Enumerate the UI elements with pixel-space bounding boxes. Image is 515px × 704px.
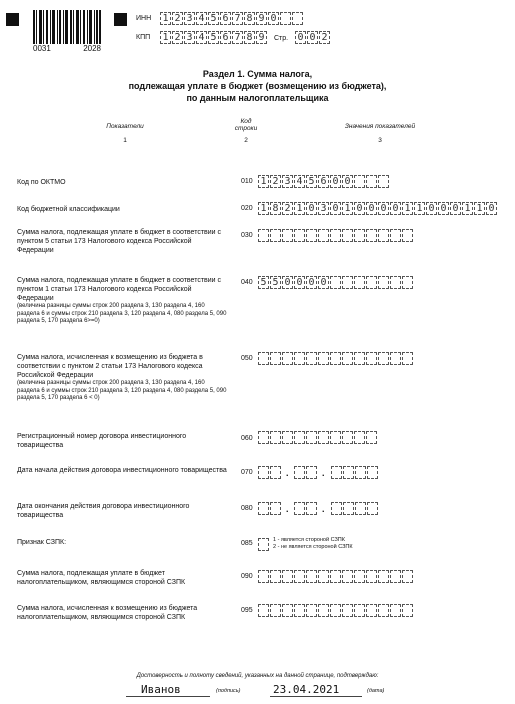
row-085-code: 085 (241, 540, 253, 547)
digit-cell[interactable]: 0 (366, 202, 377, 215)
digit-cell[interactable]: 4 (294, 175, 305, 188)
digit-cell[interactable]: 3 (184, 12, 195, 25)
digit-cell[interactable] (343, 466, 354, 479)
digit-cell[interactable] (354, 229, 365, 242)
row-040-label (17, 276, 227, 326)
column-header-indicators: Показатели (106, 123, 144, 130)
digit-cell[interactable] (354, 570, 365, 583)
column-header-code-line1: Код (240, 118, 252, 125)
digit-cell[interactable] (354, 431, 365, 444)
contract-end-day-field[interactable] (258, 502, 282, 515)
digit-cell[interactable] (378, 604, 389, 617)
digit-cell[interactable]: 1 (402, 202, 413, 215)
digit-cell[interactable] (318, 229, 329, 242)
digit-cell[interactable]: 0 (306, 202, 317, 215)
digit-cell[interactable] (378, 276, 389, 289)
row-040-label-main: Сумма налога, подлежащая уплате в бюджет в соответствии с пунктом 1 статьи 173 Налогового кодекса Российской Федерации (17, 277, 222, 302)
digit-cell[interactable] (306, 352, 317, 365)
row-020-code: 020 (241, 205, 253, 212)
digit-cell[interactable]: 0 (295, 31, 306, 44)
section-title-line1: Раздел 1. Сумма налога, (202, 69, 313, 79)
digit-cell[interactable] (402, 604, 413, 617)
row-095-code: 095 (241, 607, 253, 614)
digit-cell[interactable]: 0 (318, 276, 329, 289)
digit-cell[interactable] (378, 352, 389, 365)
digit-cell[interactable]: 2 (282, 202, 293, 215)
digit-cell[interactable]: 2 (319, 31, 330, 44)
digit-cell[interactable] (258, 538, 269, 551)
digit-cell[interactable] (367, 502, 378, 515)
digit-cell[interactable] (270, 570, 281, 583)
digit-cell[interactable]: 0 (330, 175, 341, 188)
digit-cell[interactable]: 0 (268, 12, 279, 25)
digit-cell[interactable]: 6 (220, 12, 231, 25)
digit-cell[interactable]: 5 (306, 175, 317, 188)
digit-cell[interactable]: 1 (258, 202, 269, 215)
szpk-option-1: 1 - является стороной СЗПК (273, 537, 345, 543)
digit-cell[interactable] (270, 352, 281, 365)
digit-cell[interactable]: 2 (270, 175, 281, 188)
digit-cell[interactable] (282, 352, 293, 365)
signature-line (126, 696, 210, 697)
digit-cell[interactable] (258, 431, 269, 444)
certification-note: Достоверность и полноту сведений, указанных на данной странице, подтверждаю: (136, 673, 379, 679)
digit-cell[interactable] (270, 431, 281, 444)
row-050-field[interactable] (258, 352, 414, 365)
digit-cell[interactable]: 1 (258, 175, 269, 188)
row-090-code: 090 (241, 573, 253, 580)
digit-cell[interactable] (294, 431, 305, 444)
digit-cell[interactable]: 1 (342, 202, 353, 215)
digit-cell[interactable] (258, 352, 269, 365)
contract-start-year-field[interactable] (331, 466, 379, 479)
row-085-label: Признак СЗПК: (17, 539, 67, 546)
barcode (33, 10, 101, 44)
digit-cell[interactable] (330, 352, 341, 365)
digit-cell[interactable] (282, 604, 293, 617)
row-010-code: 010 (241, 178, 253, 185)
digit-cell[interactable]: 0 (342, 175, 353, 188)
corner-marker-right (114, 13, 127, 26)
digit-cell[interactable]: 4 (196, 12, 207, 25)
row-020-label: Код бюджетной классификации (17, 206, 120, 213)
digit-cell[interactable]: 6 (318, 175, 329, 188)
digit-cell[interactable] (294, 229, 305, 242)
section-title-line3: по данным налогоплательщика (186, 93, 329, 103)
digit-cell[interactable] (306, 604, 317, 617)
digit-cell[interactable]: 5 (270, 276, 281, 289)
barcode-number-left: 0031 (33, 44, 51, 53)
kpp-label: КПП (136, 34, 151, 41)
inn-field[interactable] (160, 12, 304, 25)
row-050-label (17, 353, 227, 403)
digit-cell[interactable] (342, 352, 353, 365)
digit-cell[interactable]: 7 (232, 12, 243, 25)
digit-cell[interactable] (390, 570, 401, 583)
digit-cell[interactable] (342, 229, 353, 242)
column-header-code-line2: строки (234, 125, 258, 132)
row-040-field[interactable] (258, 276, 414, 289)
szpk-options (273, 537, 353, 551)
digit-cell[interactable] (343, 502, 354, 515)
digit-cell[interactable] (330, 276, 341, 289)
row-040-code: 040 (241, 279, 253, 286)
column-header-code (226, 118, 266, 132)
digit-cell[interactable] (390, 276, 401, 289)
row-060-code: 060 (241, 435, 253, 442)
section-title (0, 68, 515, 104)
digit-cell[interactable] (366, 604, 377, 617)
digit-cell[interactable] (294, 502, 305, 515)
digit-cell[interactable] (402, 276, 413, 289)
digit-cell[interactable] (306, 570, 317, 583)
digit-cell[interactable] (258, 570, 269, 583)
digit-cell[interactable]: 0 (330, 202, 341, 215)
digit-cell[interactable]: 1 (414, 202, 425, 215)
digit-cell[interactable] (342, 431, 353, 444)
contract-end-year-field[interactable] (331, 502, 379, 515)
digit-cell[interactable]: 1 (160, 31, 171, 44)
investment-contract-number-field[interactable] (258, 431, 378, 444)
digit-cell[interactable] (270, 229, 281, 242)
digit-cell[interactable] (366, 570, 377, 583)
digit-cell[interactable] (366, 352, 377, 365)
contract-start-day-field[interactable] (258, 466, 282, 479)
digit-cell[interactable] (282, 229, 293, 242)
digit-cell[interactable] (378, 229, 389, 242)
barcode-number (33, 44, 101, 53)
digit-cell[interactable] (378, 175, 389, 188)
date-label: (дата) (367, 688, 385, 694)
digit-cell[interactable]: 0 (486, 202, 497, 215)
row-050-label-main: Сумма налога, исчисленная к возмещению из бюджета в соответствии с пунктом 2 статьи 173 Налогового кодекса Российской Федерации (17, 354, 203, 379)
digit-cell[interactable] (342, 570, 353, 583)
digit-cell[interactable] (390, 352, 401, 365)
corner-marker-left (6, 13, 19, 26)
column-number-1: 1 (123, 137, 127, 144)
signature-label: (подпись) (216, 688, 241, 694)
signature[interactable]: Иванов (141, 683, 181, 696)
digit-cell[interactable] (294, 466, 305, 479)
oktmo-field[interactable] (258, 175, 390, 188)
contract-start-month-field[interactable] (294, 466, 318, 479)
date-separator: . (286, 468, 289, 478)
digit-cell[interactable]: 2 (172, 31, 183, 44)
row-030-field[interactable] (258, 229, 414, 242)
digit-cell[interactable] (318, 570, 329, 583)
row-030-label: Сумма налога, подлежащая уплате в бюджет в соответствии с пунктом 5 статьи 173 Налогового кодекса Российской Федерации (17, 229, 222, 254)
contract-end-month-field[interactable] (294, 502, 318, 515)
column-number-2: 2 (244, 137, 248, 144)
digit-cell[interactable] (306, 229, 317, 242)
column-number-3: 3 (378, 137, 382, 144)
digit-cell[interactable] (258, 466, 269, 479)
digit-cell[interactable]: 5 (258, 276, 269, 289)
digit-cell[interactable] (294, 604, 305, 617)
kpp-field[interactable] (160, 31, 268, 44)
digit-cell[interactable] (330, 431, 341, 444)
digit-cell[interactable] (355, 502, 366, 515)
digit-cell[interactable] (306, 466, 317, 479)
row-070-label: Дата начала действия договора инвестиционного товарищества (17, 467, 227, 474)
date-separator: . (322, 504, 325, 514)
digit-cell[interactable]: 1 (474, 202, 485, 215)
digit-cell[interactable] (330, 604, 341, 617)
column-header-values: Значения показателей (344, 123, 416, 130)
digit-cell[interactable] (270, 502, 281, 515)
digit-cell[interactable] (292, 12, 303, 25)
digit-cell[interactable]: 9 (256, 12, 267, 25)
digit-cell[interactable] (330, 229, 341, 242)
digit-cell[interactable] (280, 12, 291, 25)
digit-cell[interactable]: 8 (244, 31, 255, 44)
szpk-option-2: 2 - не является стороной СЗПК (273, 544, 353, 550)
digit-cell[interactable] (270, 604, 281, 617)
digit-cell[interactable] (354, 352, 365, 365)
digit-cell[interactable]: 5 (208, 12, 219, 25)
digit-cell[interactable] (402, 570, 413, 583)
date-line (270, 696, 362, 697)
digit-cell[interactable]: 0 (294, 276, 305, 289)
row-030-code: 030 (241, 232, 253, 239)
row-090-label: Сумма налога, подлежащая уплате в бюджет налогоплательщиком, являющимся стороной СЗПК (17, 570, 186, 586)
digit-cell[interactable] (354, 175, 365, 188)
row-060-label: Регистрационный номер договора инвестиционного товарищества (17, 433, 187, 449)
row-090-field[interactable] (258, 570, 414, 583)
digit-cell[interactable] (402, 352, 413, 365)
row-050-code: 050 (241, 355, 253, 362)
date-separator: . (286, 504, 289, 514)
digit-cell[interactable] (318, 604, 329, 617)
digit-cell[interactable] (294, 570, 305, 583)
section-title-line2: подлежащая уплате в бюджет (возмещению из бюджета), (128, 81, 387, 91)
digit-cell[interactable]: 0 (306, 276, 317, 289)
digit-cell[interactable] (342, 276, 353, 289)
digit-cell[interactable] (331, 466, 342, 479)
digit-cell[interactable]: 3 (318, 202, 329, 215)
digit-cell[interactable] (366, 175, 377, 188)
row-095-field[interactable] (258, 604, 414, 617)
digit-cell[interactable] (282, 431, 293, 444)
digit-cell[interactable] (294, 352, 305, 365)
digit-cell[interactable] (306, 502, 317, 515)
digit-cell[interactable]: 1 (294, 202, 305, 215)
row-080-code: 080 (241, 505, 253, 512)
barcode-number-right: 2028 (83, 44, 101, 53)
digit-cell[interactable]: 1 (462, 202, 473, 215)
digit-cell[interactable] (342, 604, 353, 617)
digit-cell[interactable] (378, 570, 389, 583)
digit-cell[interactable] (355, 466, 366, 479)
inn-label: ИНН (136, 15, 152, 22)
digit-cell[interactable] (354, 276, 365, 289)
digit-cell[interactable] (402, 229, 413, 242)
digit-cell[interactable]: 8 (270, 202, 281, 215)
digit-cell[interactable] (318, 352, 329, 365)
digit-cell[interactable] (366, 229, 377, 242)
digit-cell[interactable] (390, 229, 401, 242)
digit-cell[interactable]: 7 (232, 31, 243, 44)
digit-cell[interactable]: 0 (378, 202, 389, 215)
page-number-field[interactable] (295, 31, 331, 44)
row-050-label-sub: (величина разницы суммы строк 200 раздела 3, 130 раздела 4, 160 раздела 6 и суммы строк 210 раздела 3, 120 раздела 4, 080 раздела 5, 090 раздела 5, 170 раздела 6 < 0) (17, 380, 227, 401)
digit-cell[interactable]: 0 (390, 202, 401, 215)
digit-cell[interactable] (366, 276, 377, 289)
digit-cell[interactable]: 0 (450, 202, 461, 215)
digit-cell[interactable]: 0 (282, 276, 293, 289)
digit-cell[interactable] (318, 431, 329, 444)
row-070-code: 070 (241, 469, 253, 476)
digit-cell[interactable] (367, 466, 378, 479)
digit-cell[interactable] (330, 570, 341, 583)
kbk-field[interactable] (258, 202, 498, 215)
digit-cell[interactable] (258, 229, 269, 242)
digit-cell[interactable] (354, 604, 365, 617)
digit-cell[interactable]: 0 (438, 202, 449, 215)
digit-cell[interactable] (390, 604, 401, 617)
digit-cell[interactable]: 9 (256, 31, 267, 44)
digit-cell[interactable]: 4 (196, 31, 207, 44)
row-010-label: Код по ОКТМО (17, 179, 66, 186)
digit-cell[interactable] (306, 431, 317, 444)
date-separator: . (322, 468, 325, 478)
row-095-label: Сумма налога, исчисленная к возмещению из бюджета налогоплательщиком, являющимся стороной СЗПК (17, 605, 198, 621)
digit-cell[interactable] (282, 570, 293, 583)
digit-cell[interactable] (366, 431, 377, 444)
digit-cell[interactable] (270, 466, 281, 479)
page-label: Стр. (274, 35, 289, 42)
digit-cell[interactable] (258, 604, 269, 617)
digit-cell[interactable] (331, 502, 342, 515)
digit-cell[interactable]: 0 (354, 202, 365, 215)
digit-cell[interactable]: 8 (244, 12, 255, 25)
certification-date[interactable]: 23.04.2021 (273, 683, 340, 696)
digit-cell[interactable]: 3 (282, 175, 293, 188)
digit-cell[interactable]: 3 (184, 31, 195, 44)
digit-cell[interactable]: 0 (307, 31, 318, 44)
digit-cell[interactable] (258, 502, 269, 515)
digit-cell[interactable]: 5 (208, 31, 219, 44)
digit-cell[interactable]: 1 (160, 12, 171, 25)
szpk-flag-field[interactable] (258, 538, 270, 551)
digit-cell[interactable]: 2 (172, 12, 183, 25)
digit-cell[interactable]: 0 (426, 202, 437, 215)
row-080-label: Дата окончания действия договора инвестиционного товарищества (17, 503, 190, 519)
digit-cell[interactable]: 6 (220, 31, 231, 44)
row-040-label-sub: (величина разницы суммы строк 200 раздела 3, 130 раздела 4, 160 раздела 6 и суммы строк 210 раздела 3, 120 раздела 4, 080 раздела 5, 090 раздела 5, 170 раздела 6>=0) (17, 303, 227, 324)
